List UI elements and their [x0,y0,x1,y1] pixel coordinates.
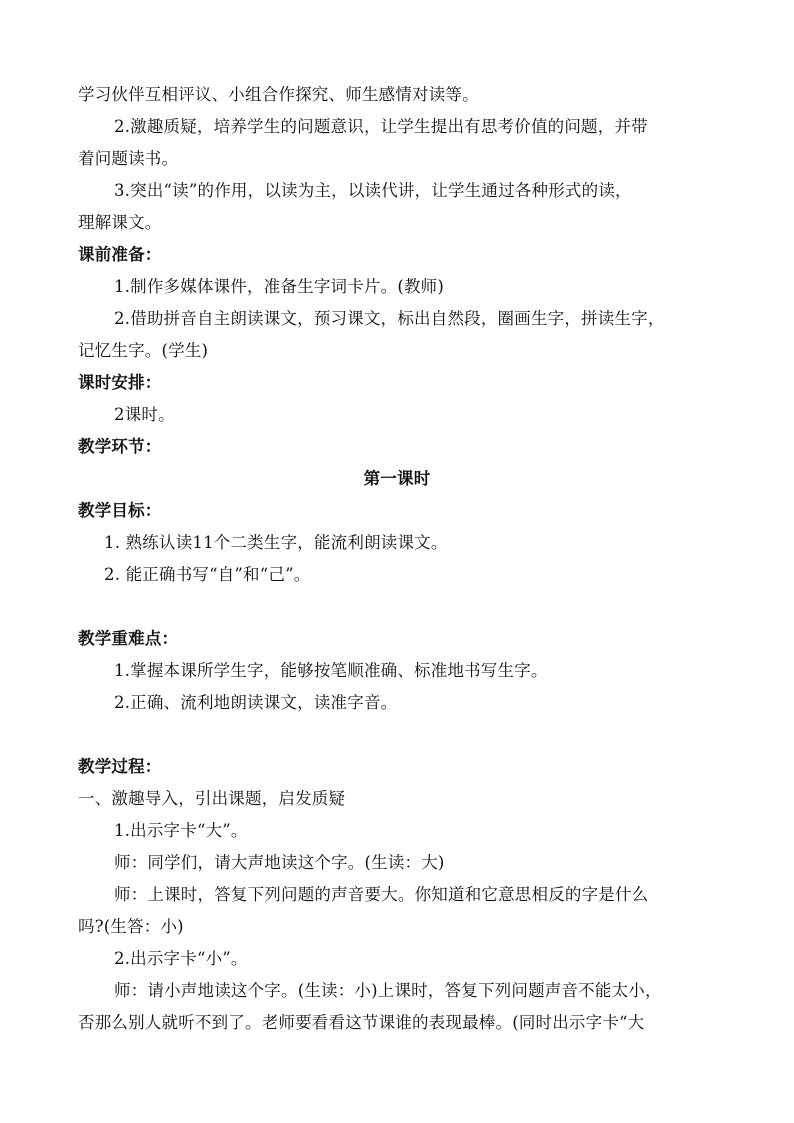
section-heading: 教学目标： [78,501,162,520]
list-item: 1. 熟练认读11个二类生字，能流利朗读课文。 [104,533,448,552]
text-line: 2.借助拼音自主朗读课文，预习课文，标出自然段，圈画生字，拼读生字， [114,309,665,328]
text-line: 师：同学们，请大声地读这个字。(生读：大) [114,853,445,872]
text-line: 学习伙伴互相评议、小组合作探究、师生感情对读等。 [78,85,479,104]
text-line: 2.正确、流利地朗读课文，读准字音。 [114,693,398,712]
text-line: 记忆生字。(学生) [78,341,209,360]
section-heading: 教学重难点： [78,629,179,648]
text-line: 2.激趣质疑，培养学生的问题意识，让学生提出有思考价值的问题，并带 [114,117,648,136]
text-line: 一、激趣导入，引出课题，启发质疑 [78,789,346,808]
text-line: 1.掌握本课所学生字，能够按笔顺准确、标准地书写生字。 [114,661,548,680]
text-line: 吗?(生答：小) [78,917,184,936]
text-line: 师：上课时，答复下列问题的声音要大。你知道和它意思相反的字是什么 [114,885,649,904]
text-line: 否那么别人就听不到了。老师要看看这节课谁的表现最棒。(同时出示字卡“大 [78,1013,645,1032]
section-heading: 教学环节： [78,437,162,456]
text-line: 2课时。 [114,405,175,424]
text-line: 理解课文。 [78,213,162,232]
section-heading: 教学过程： [78,757,162,776]
section-heading: 课时安排： [78,373,162,392]
lesson-title: 第一课时 [363,469,431,488]
list-item: 2. 能正确书写“自”和“己”。 [104,565,311,584]
text-line: 2.出示字卡“小”。 [114,949,248,968]
text-line: 师：请小声地读这个字。(生读：小)上课时，答复下列问题声音不能太小， [114,981,662,1000]
text-line: 3.突出“读”的作用，以读为主，以读代讲，让学生通过各种形式的读， [114,181,632,200]
text-line: 着问题读书。 [78,149,179,168]
text-line: 1.出示字卡“大”。 [114,821,248,840]
text-line: 1.制作多媒体课件，准备生字词卡片。(教师) [114,277,445,296]
section-heading: 课前准备： [78,245,162,264]
